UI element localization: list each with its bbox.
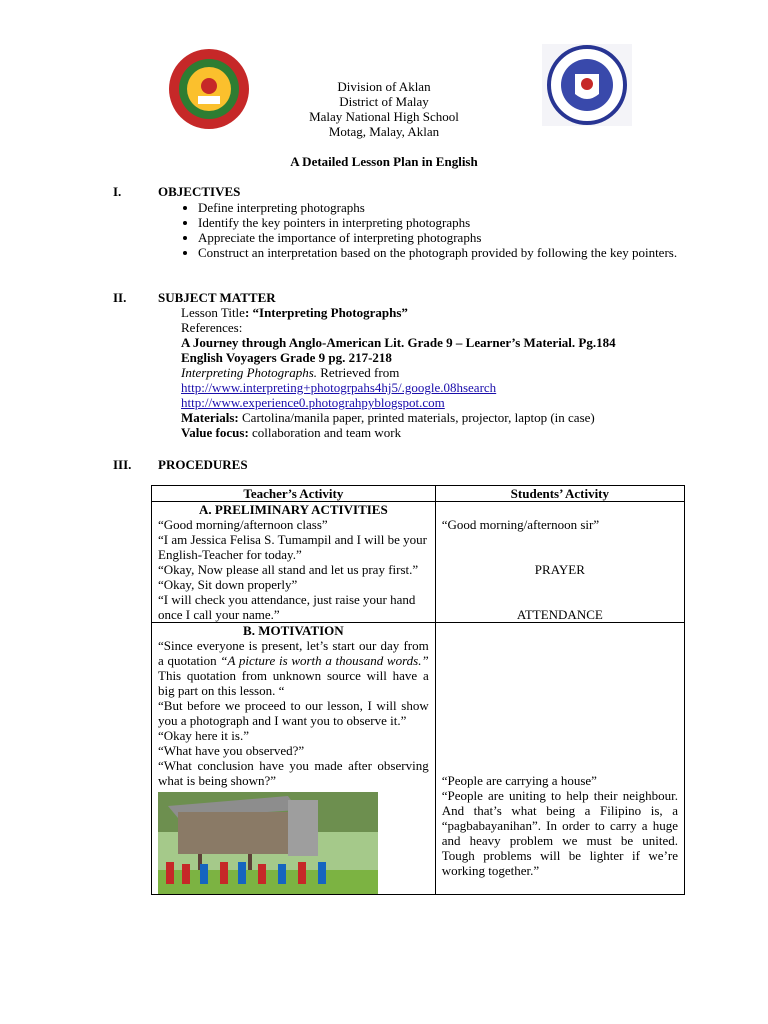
reference-3-rest: Retrieved from (317, 365, 400, 380)
header-line: Division of Aklan (337, 79, 431, 94)
section-number: II. (113, 290, 127, 305)
subsection-heading: B. MOTIVATION (243, 623, 344, 638)
column-header-teacher: Teacher’s Activity (152, 486, 436, 502)
section-number: III. (113, 457, 132, 472)
reference-2: English Voyagers Grade 9 pg. 217-218 (181, 350, 392, 365)
procedures-table (151, 485, 685, 895)
student-line: “Good morning/afternoon sir” (441, 517, 600, 532)
list-item: • Identify the key pointers in interpreting photographs (198, 215, 678, 230)
bayanihan-photo (158, 792, 378, 894)
references-label: References: (181, 320, 243, 335)
quotation: “A picture is worth a thousand words.” (220, 653, 429, 668)
student-line: ATTENDANCE (516, 607, 603, 622)
objectives-list (178, 200, 678, 260)
teacher-cell-preliminary (152, 502, 436, 623)
teacher-line: “Okay here it is.” (158, 728, 249, 743)
list-item: • Construct an interpretation based on the photograph provided by following the key pointers. (198, 245, 678, 260)
value-focus-row (181, 425, 661, 440)
reference-link-1[interactable]: http://www.interpreting+photogrpahs4hj5/.google.08hsearch (181, 380, 497, 395)
teacher-text: “Since everyone is present, let’s start our day from a quotation (158, 638, 429, 668)
header-line: Malay National High School (309, 109, 459, 124)
section-title-procedures: PROCEDURES (158, 457, 248, 472)
student-line: PRAYER (534, 562, 585, 577)
table-row (152, 502, 685, 623)
teacher-line: “I am Jessica Felisa S. Tumampil and I will be your English-Teacher for today.” (158, 532, 428, 562)
document-title: A Detailed Lesson Plan in English (290, 154, 478, 169)
lesson-title: : “Interpreting Photographs” (244, 305, 408, 320)
table-row (152, 623, 685, 895)
teacher-line (158, 638, 429, 698)
student-cell-preliminary (435, 502, 684, 623)
teacher-line: “Good morning/afternoon class” (158, 517, 328, 532)
teacher-line: “Okay, Now please all stand and let us pray first.” (158, 562, 419, 577)
lesson-title-label: Lesson Title (181, 305, 245, 320)
section-title-objectives: OBJECTIVES (158, 184, 241, 199)
teacher-line: “What conclusion have you made after observing what is being shown?” (158, 758, 429, 788)
student-line: “People are carrying a house” (441, 773, 597, 788)
value-focus-label: Value focus: (181, 425, 249, 440)
seal-icon (168, 48, 250, 130)
teacher-line: “But before we proceed to our lesson, I will show you a photograph and I want you to observe it.” (158, 698, 429, 728)
reference-3-title: Interpreting Photographs. (181, 365, 318, 380)
photo-image (158, 792, 378, 894)
teacher-text: This quotation from unknown source will have a big part on this lesson. “ (158, 668, 429, 698)
list-item: • Define interpreting photographs (198, 200, 678, 215)
teacher-line: “Okay, Sit down properly” (158, 577, 298, 592)
student-cell-motivation (435, 623, 684, 895)
reference-link-2[interactable]: http://www.experience0.photograhpyblogspot.com (181, 395, 445, 410)
subject-matter-body (181, 305, 661, 440)
deped-national-seal (542, 44, 632, 126)
student-line: “People are uniting to help their neighbour. And that’s what being a Filipino is, a “pagbabayanihan”. In order to carry a huge and heavy problem we must be united. Tough problems will be lighter if we’re working together.” (441, 788, 678, 878)
value-focus-value: collaboration and team work (248, 425, 402, 440)
section-title-subject: SUBJECT MATTER (158, 290, 276, 305)
teacher-cell-motivation (152, 623, 436, 895)
school-header (260, 79, 508, 139)
reference-3 (181, 365, 661, 380)
table-header-row (152, 486, 685, 502)
materials-label: Materials: (181, 410, 239, 425)
materials-value: Cartolina/manila paper, printed materials, projector, laptop (in case) (238, 410, 595, 425)
section-number: I. (113, 184, 122, 199)
header-line: District of Malay (339, 94, 429, 109)
reference-1: A Journey through Anglo-American Lit. Grade 9 – Learner’s Material. Pg.184 (181, 335, 616, 350)
seal-icon (542, 44, 632, 126)
teacher-line: “I will check you attendance, just raise your hand once I call your name.” (158, 592, 416, 622)
lesson-title-row (181, 305, 661, 320)
subsection-heading: A. PRELIMINARY ACTIVITIES (199, 502, 388, 517)
list-item: • Appreciate the importance of interpreting photographs (198, 230, 678, 245)
header-line: Motag, Malay, Aklan (328, 124, 440, 139)
column-header-students: Students’ Activity (435, 486, 684, 502)
materials-row (181, 410, 661, 425)
teacher-line: “What have you observed?” (158, 743, 305, 758)
deped-aklan-seal (168, 48, 250, 130)
